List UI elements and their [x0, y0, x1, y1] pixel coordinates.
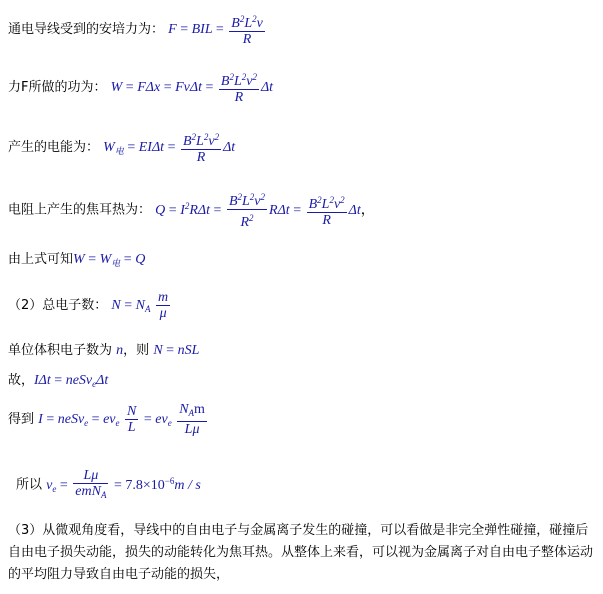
electric-energy-label: 产生的电能为： [8, 140, 100, 156]
velocity-formula: $v_e$ = $\frac{L\mu}{emN_A}$ = $7.8\times 10^{-6}m / s$ [46, 478, 201, 493]
ampere-force-label: 通电导线受到的安培力为： [8, 22, 165, 38]
current-label: 故， [8, 373, 35, 388]
electric-energy-line [8, 130, 235, 166]
fraction: $\frac{N}{L}$ [127, 404, 137, 435]
work-formula: W = FΔx = FvΔt = $\frac{B^2L^2v^2}{R}$ Δt [110, 72, 274, 105]
electron-count-formula: $N = N_A$ $\frac{m}{\mu}$ [111, 290, 169, 321]
current-line [8, 369, 108, 389]
microscopic-explanation: （3）从微观角度看，导线中的自由电子与金属离子发生的碰撞，可以看做是非完全弹性碰撞，碰撞后自由电子损失动能，损失的动能转化为焦耳热。从整体上来看，可以视为金属离子对自由电子整体运动的平均阻力导致自由电子动能的损失， [8, 523, 594, 582]
conclusion-formula: $W = W_电 = Q$ [73, 252, 146, 268]
unit-volume-label: 单位体积电子数为 [8, 343, 113, 358]
fraction: $\frac{B^2L^2v}{R}$ [231, 14, 263, 47]
work-line [8, 70, 273, 106]
n-symbol: n [116, 343, 124, 358]
work-label: 力F所做的功为： [8, 80, 107, 96]
current-formula: IΔt = neSv$_e$Δt [34, 373, 109, 389]
fraction: $\frac{N_Am}{L\mu}$ [179, 402, 205, 437]
fraction: $\frac{B^2L^2v^2}{R^2}$ [228, 192, 266, 230]
result-line [8, 402, 209, 438]
electron-count-label: （2）总电子数： [8, 298, 108, 314]
ampere-force-formula: F = BIL = $\frac{B^2L^2v}{R}$ [168, 14, 263, 47]
velocity-label: 所以 [16, 477, 43, 493]
unit-volume-line [8, 339, 199, 359]
unit-volume-formula: N = nSL [153, 343, 200, 358]
joule-heat-label: 电阻上产生的焦耳热为： [8, 202, 152, 218]
unit-volume-mid: ，则 [123, 343, 150, 358]
electric-energy-formula: $W_电 = EI\Delta t$ = $\frac{B^2L^2v^2}{R}$ Δt [103, 132, 236, 165]
velocity-line [16, 468, 201, 503]
conclusion-label: 由上式可知 [8, 252, 74, 267]
fraction: $\frac{m}{\mu}$ [158, 290, 169, 321]
fraction: $\frac{L\mu}{emN_A}$ [75, 468, 107, 500]
conclusion-line [8, 248, 145, 269]
joule-heat-formula: $Q = I^2R\Delta t$ = $\frac{B^2L^2v^2}{R^2}$ RΔt = $\frac{B^2L^2v^2}{R}$ Δt， [155, 192, 375, 230]
fraction: $\frac{B^2L^2v^2}{R}$ [182, 132, 220, 165]
result-formula: I = neSv$_e$ = $ev_e$ $\frac{N}{L}$ = $ev_e$ $\frac{N_Am}{L\mu}$ [38, 402, 205, 437]
result-label: 得到 [8, 412, 35, 428]
electron-count-line [8, 290, 172, 322]
fraction: $\frac{B^2L^2v^2}{R}$ [220, 72, 257, 105]
fraction: $\frac{B^2L^2v^2}{R}$ [308, 194, 345, 228]
joule-heat-line [8, 190, 375, 231]
ampere-force-line [8, 12, 267, 48]
